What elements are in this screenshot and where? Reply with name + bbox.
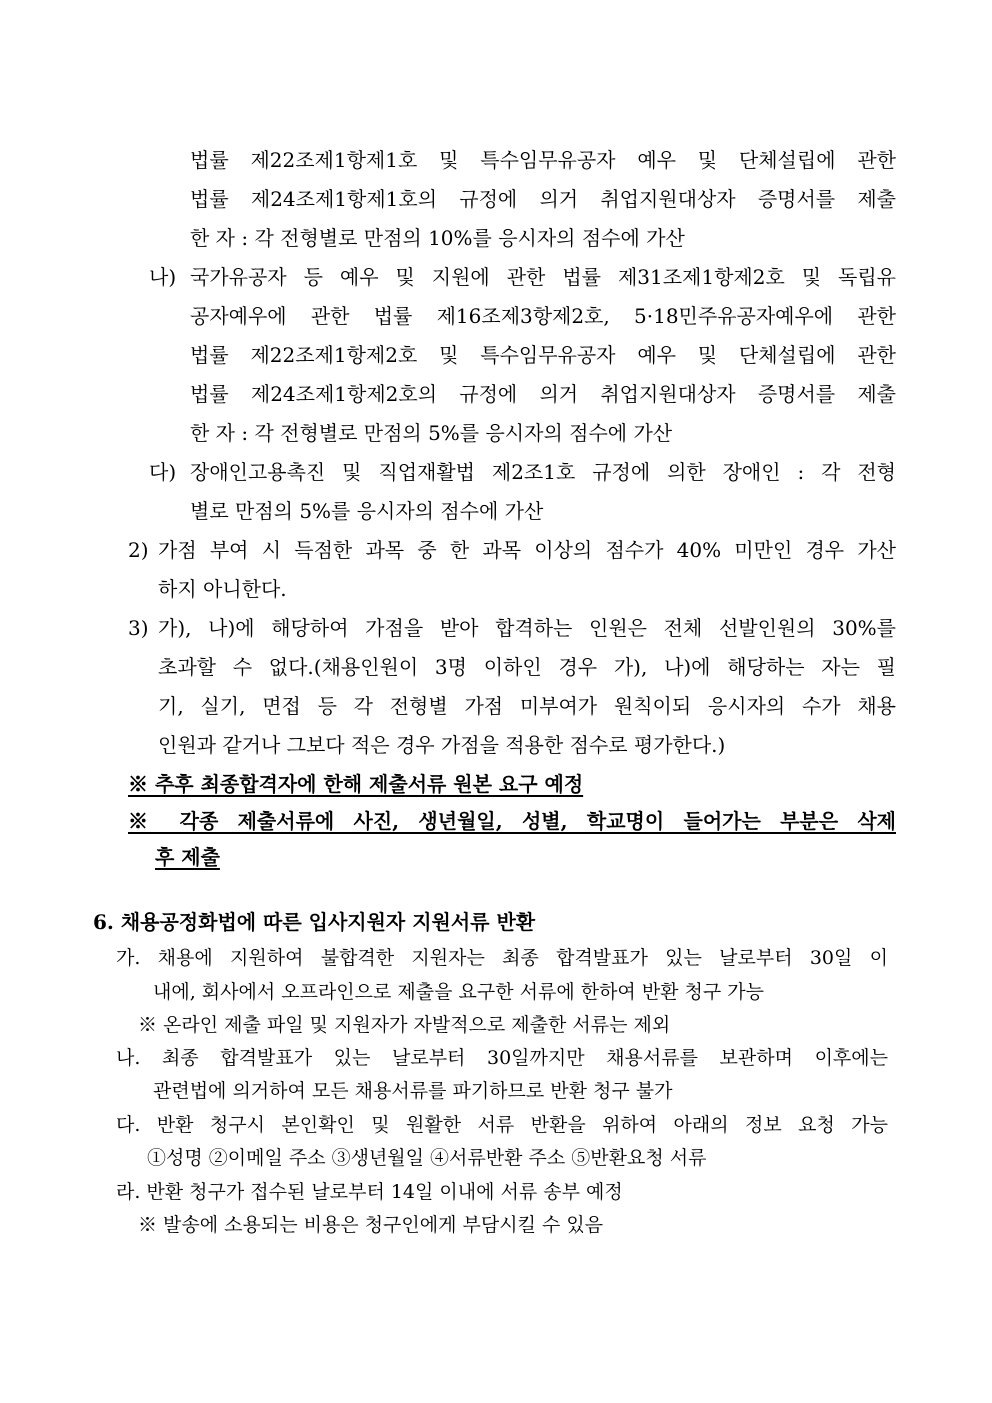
- item1-ga-line2: 법률 제24조제1항제1호의 규정에 의거 취업지원대상자 증명서를 제출: [190, 187, 896, 211]
- item3-line3: 기, 실기, 면접 등 각 전형별 가점 미부여가 원칙이되 응시자의 수가 채용: [158, 694, 896, 718]
- section6-da-line1: 다. 반환 청구시 본인확인 및 원활한 서류 반환을 위하여 아래의 정보 요청 가능: [116, 1114, 888, 1136]
- item1-na-line5: 한 자 : 각 전형별로 만점의 5%를 응시자의 점수에 가산: [190, 421, 673, 445]
- section6-ra-line1: 라. 반환 청구가 접수된 날로부터 14일 이내에 서류 송부 예정: [116, 1181, 623, 1203]
- item1-na-line4: 법률 제24조제1항제2호의 규정에 의거 취업지원대상자 증명서를 제출: [190, 382, 896, 406]
- section6-ra-note: ※ 발송에 소용되는 비용은 청구인에게 부담시킬 수 있음: [138, 1214, 604, 1236]
- section6-na-line2: 관련법에 의거하여 모든 채용서류를 파기하므로 반환 청구 불가: [153, 1080, 673, 1102]
- section6-ga-note: ※ 온라인 제출 파일 및 지원자가 자발적으로 제출한 서류는 제외: [138, 1014, 671, 1036]
- section6-ga-line1: 가. 채용에 지원하여 불합격한 지원자는 최종 합격발표가 있는 날로부터 30일 이: [116, 947, 888, 969]
- item2-line1: 가점 부여 시 득점한 과목 중 한 과목 이상의 점수가 40% 미만인 경우 가산: [158, 538, 896, 562]
- section-6-heading: 6. 채용공정화법에 따른 입사지원자 지원서류 반환: [93, 910, 536, 934]
- section6-na-line1: 나. 최종 합격발표가 있는 날로부터 30일까지만 채용서류를 보관하며 이후에는: [116, 1047, 888, 1069]
- item1-da-line2: 별로 만점의 5%를 응시자의 점수에 가산: [190, 499, 544, 523]
- item1-na-line1: 국가유공자 등 예우 및 지원에 관한 법률 제31조제1항제2호 및 독립유: [190, 265, 896, 289]
- item1-na-marker: 나): [149, 265, 177, 289]
- note-original-documents: ※ 추후 최종합격자에 한해 제출서류 원본 요구 예정: [128, 772, 584, 796]
- item3-line2: 초과할 수 없다.(채용인원이 3명 이하인 경우 가), 나)에 해당하는 자는 필: [158, 655, 896, 679]
- item2-marker: 2): [128, 538, 149, 562]
- item1-da-line1: 장애인고용촉진 및 직업재활법 제2조1호 규정에 의한 장애인 : 각 전형: [190, 460, 896, 484]
- item3-line4: 인원과 같거나 그보다 적은 경우 가점을 적용한 점수로 평가한다.): [158, 733, 726, 757]
- section6-da-line2: ①성명 ②이메일 주소 ③생년월일 ④서류반환 주소 ⑤반환요청 서류: [147, 1147, 707, 1169]
- item1-na-line3: 법률 제22조제1항제2호 및 특수임무유공자 예우 및 단체설립에 관한: [190, 343, 896, 367]
- note-remove-personal-info-line1: ※ 각종 제출서류에 사진, 생년월일, 성별, 학교명이 들어가는 부분은 삭제: [128, 809, 896, 833]
- section6-ga-line2: 내에, 회사에서 오프라인으로 제출을 요구한 서류에 한하여 반환 청구 가능: [153, 981, 765, 1003]
- item1-da-marker: 다): [149, 460, 177, 484]
- item1-na-line2: 공자예우에 관한 법률 제16조제3항제2호, 5·18민주유공자예우에 관한: [190, 304, 896, 328]
- item1-ga-line1: 법률 제22조제1항제1호 및 특수임무유공자 예우 및 단체설립에 관한: [190, 148, 896, 172]
- item3-marker: 3): [128, 616, 149, 640]
- item2-line2: 하지 아니한다.: [158, 577, 287, 601]
- note-remove-personal-info-line2: 후 제출: [155, 845, 220, 869]
- item1-ga-line3: 한 자 : 각 전형별로 만점의 10%를 응시자의 점수에 가산: [190, 226, 685, 250]
- item3-line1: 가), 나)에 해당하여 가점을 받아 합격하는 인원은 전체 선발인원의 30%를: [158, 616, 896, 640]
